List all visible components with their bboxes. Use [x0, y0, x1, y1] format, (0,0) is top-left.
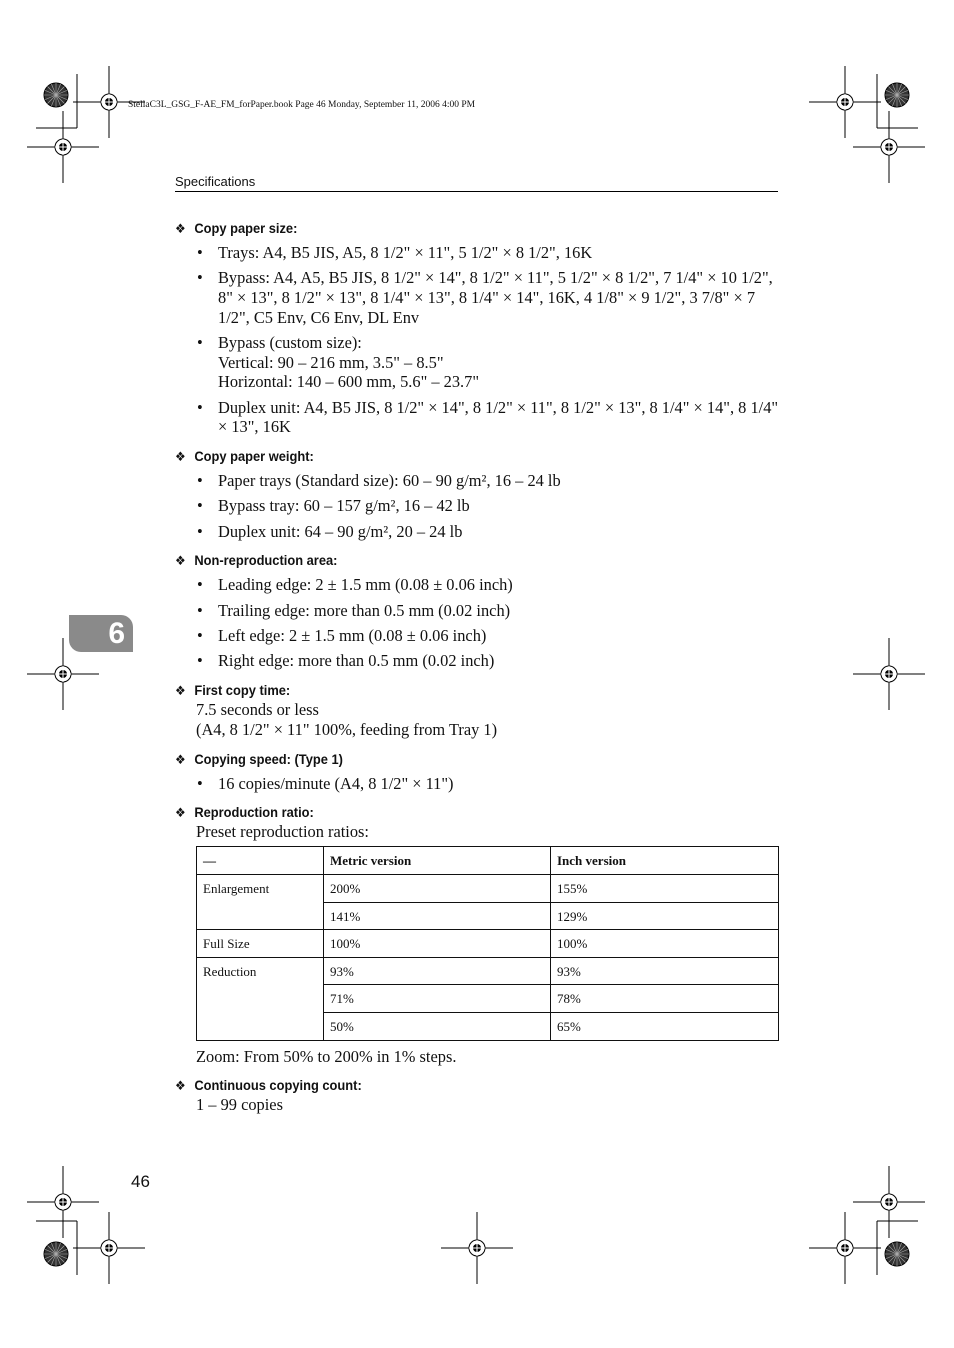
specifications-content [175, 218, 780, 1124]
table-header: — [197, 847, 324, 875]
diamond-bullet-icon: ❖ [175, 1078, 186, 1094]
section-copy-paper-weight [175, 446, 780, 541]
table-cell: 100% [324, 930, 551, 958]
table-cell: 71% [324, 985, 551, 1013]
diamond-bullet-icon: ❖ [175, 448, 186, 464]
list-item: • Trailing edge: more than 0.5 mm (0.02 inch) [196, 601, 780, 621]
table-cell: Full Size [197, 930, 324, 958]
table-cell: 155% [551, 875, 779, 903]
section-continuous-copying-count [175, 1075, 780, 1115]
diamond-bullet-icon: ❖ [175, 553, 186, 569]
section-reproduction-ratio [175, 802, 780, 1066]
zoom-note: Zoom: From 50% to 200% in 1% steps. [196, 1046, 457, 1066]
section-first-copy-time [175, 680, 780, 740]
section-title: ❖ Continuous copying count: [175, 1075, 732, 1095]
table-cell: Enlargement [197, 875, 324, 930]
table-header-row [197, 847, 779, 875]
section-title: ❖ Reproduction ratio: [175, 802, 732, 822]
table-row [197, 957, 779, 985]
section-non-reproduction-area [175, 550, 780, 671]
running-header: Specifications [175, 174, 778, 192]
list-item: • Leading edge: 2 ± 1.5 mm (0.08 ± 0.06 inch) [196, 575, 780, 595]
list-item: • Trays: A4, B5 JIS, A5, 8 1/2" × 11", 5 1/2" × 8 1/2", 16K [196, 243, 780, 263]
section-title: ❖ First copy time: [175, 680, 732, 700]
list-item: • Bypass: A4, A5, B5 JIS, 8 1/2" × 14", 8 1/2" × 11", 5 1/2" × 8 1/2", 7 1/4" × 10 1/2", 8" × 13", 8 1/2" × 13", 8 1/4" × 13", 8 1/4" × 14", 16K, 4 1/8" × 9 1/2", 3 7/8" × 7 1/2", C5 Env, C6 Env, DL Env [196, 268, 780, 327]
ratio-intro: Preset reproduction ratios: [196, 822, 369, 842]
bypass-custom-vertical: Vertical: 90 – 216 mm, 3.5" – 8.5" [218, 352, 444, 372]
table-row [197, 930, 779, 958]
list-item: • 16 copies/minute (A4, 8 1/2" × 11") [196, 774, 780, 794]
list-item: • Duplex unit: A4, B5 JIS, 8 1/2" × 14", 8 1/2" × 11", 8 1/2" × 13", 8 1/4" × 14", 8 1/4" × 13", 16K [196, 398, 780, 437]
list-item: • Paper trays (Standard size): 60 – 90 g/m², 16 – 24 lb [196, 471, 780, 491]
table-header: Inch version [551, 847, 779, 875]
first-copy-condition: (A4, 8 1/2" × 11" 100%, feeding from Tray 1) [196, 719, 498, 739]
table-header: Metric version [324, 847, 551, 875]
print-job-header: StellaC3L_GSG_F-AE_FM_forPaper.book Page 46 Monday, September 11, 2006 4:00 PM [128, 100, 476, 110]
bypass-custom-horizontal: Horizontal: 140 – 600 mm, 5.6" – 23.7" [218, 372, 480, 392]
table-cell: Reduction [197, 957, 324, 1040]
list-item: • Bypass tray: 60 – 157 g/m², 16 – 42 lb [196, 496, 780, 516]
page-number: 46 [131, 1172, 150, 1191]
chapter-tab: 6 [69, 615, 133, 652]
diamond-bullet-icon: ❖ [175, 805, 186, 821]
section-title: ❖ Copy paper weight: [175, 446, 732, 466]
diamond-bullet-icon: ❖ [175, 682, 186, 698]
continuous-count-value: 1 – 99 copies [196, 1095, 283, 1115]
table-cell: 50% [324, 1013, 551, 1041]
list-item: • Right edge: more than 0.5 mm (0.02 inch) [196, 651, 780, 671]
table-cell: 93% [551, 957, 779, 985]
section-copying-speed [175, 749, 780, 794]
bypass-custom-label: • Bypass (custom size): [218, 332, 362, 352]
list-item [196, 333, 780, 392]
diamond-bullet-icon: ❖ [175, 751, 186, 767]
table-row [197, 875, 779, 903]
table-cell: 200% [324, 875, 551, 903]
first-copy-value: 7.5 seconds or less [196, 699, 319, 719]
section-title: ❖ Copying speed: (Type 1) [175, 749, 732, 769]
list-item: • Left edge: 2 ± 1.5 mm (0.08 ± 0.06 inch) [196, 626, 780, 646]
list-item: • Duplex unit: 64 – 90 g/m², 20 – 24 lb [196, 522, 780, 542]
diamond-bullet-icon: ❖ [175, 221, 186, 236]
table-cell: 129% [551, 902, 779, 930]
table-cell: 93% [324, 957, 551, 985]
table-cell: 78% [551, 985, 779, 1013]
section-title: ❖ Non-reproduction area: [175, 550, 732, 570]
section-copy-paper-size [175, 218, 780, 437]
table-cell: 141% [324, 902, 551, 930]
reproduction-ratio-table [196, 846, 779, 1040]
section-title: ❖ Copy paper size: [175, 218, 732, 238]
table-cell: 65% [551, 1013, 779, 1041]
table-cell: 100% [551, 930, 779, 958]
